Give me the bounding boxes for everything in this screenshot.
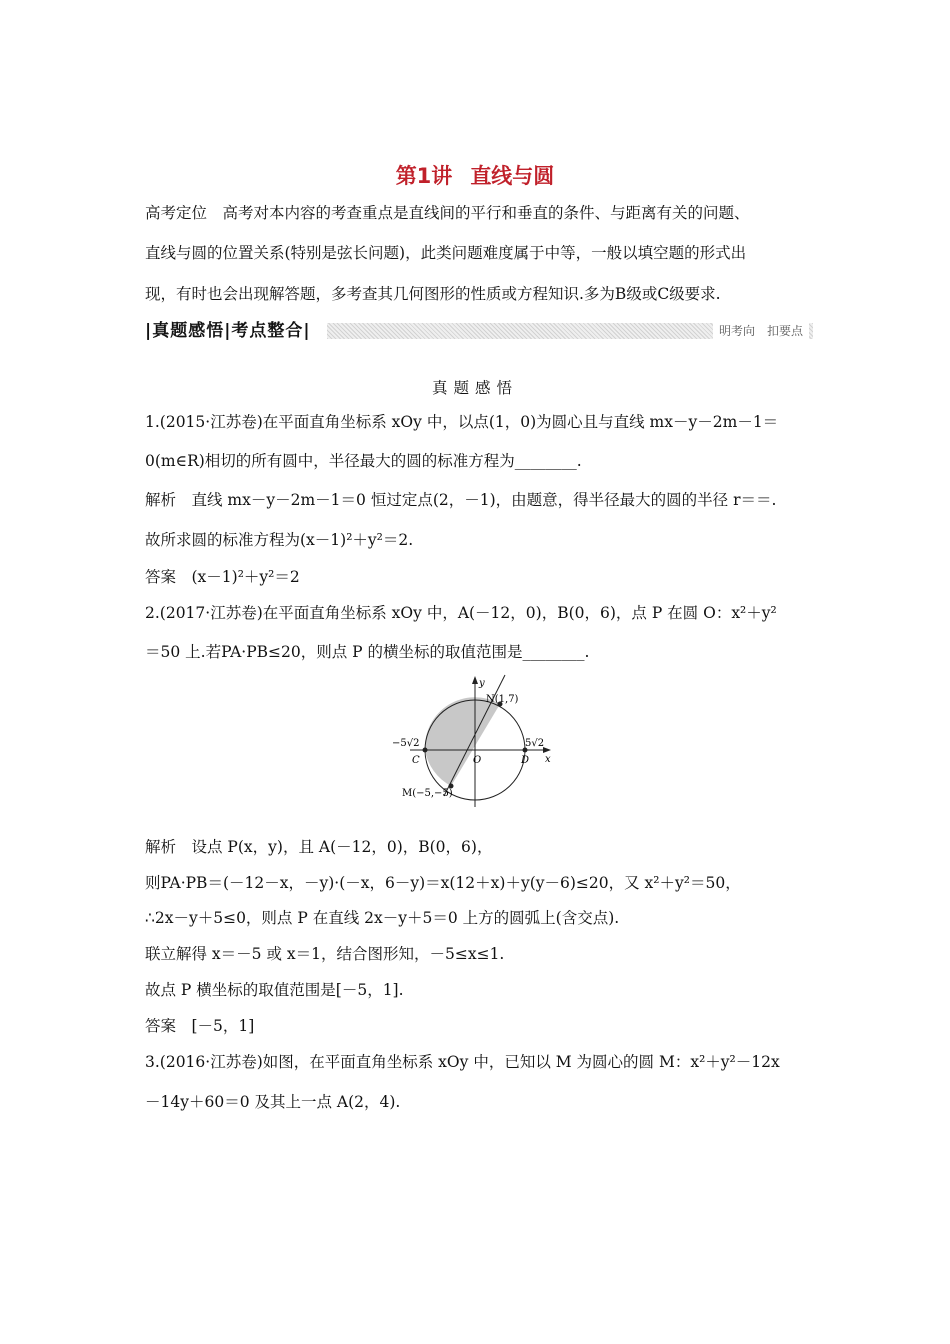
m-label: M(−5,−5) [402,788,453,799]
lecture-topic: 直线与圆 [470,164,555,188]
intro-line-3: 现，有时也会出现解答题，多考查其几何图形的性质或方程知识.多为B级或C级要求. [145,285,721,303]
q3-line-1: 3.(2016·江苏卷)如图，在平面直角坐标系 xOy 中，已知以 M 为圆心的圆 M：x²＋y²－12x [145,1053,780,1071]
q2-line-2: ＝50 上.若PA·PB≤20，则点 P 的横坐标的取值范围是________. [145,643,590,661]
banner-label: |真题感悟|考点整合| [145,318,317,344]
intro-line-2: 直线与圆的位置关系(特别是弦长问题)，此类问题难度属于中等，一般以填空题的形式出 [145,244,747,262]
circle-figure [380,672,560,807]
q2-solution-line-4: 联立解得 x＝－5 或 x＝1，结合图形知，－5≤x≤1. [145,945,505,963]
o-label: O [473,755,482,766]
q1-answer: 答案 (x－1)²＋y²＝2 [145,568,300,586]
y-label: y [479,678,485,689]
y-axis-arrow [472,676,478,684]
q2-answer: 答案 [－5，1] [145,1017,255,1035]
x-axis-arrow [543,747,551,753]
q2-solution-line-3: ∴2x－y＋5≤0，则点 P 在直线 2x－y＋5＝0 上方的圆弧上(含交点). [145,909,620,927]
q2-solution-line-1: 解析 设点 P(x，y)，且 A(－12，0)，B(0，6)， [145,838,493,856]
q1-line-1: 1.(2015·江苏卷)在平面直角坐标系 xOy 中，以点(1，0)为圆心且与直线 mx－y－2m－1＝ [145,413,779,431]
banner-subtitle: 明考向 扣要点 [713,318,809,344]
x-label: x [545,754,551,765]
intro-line-1: 高考定位 高考对本内容的考查重点是直线间的平行和垂直的条件、与距离有关的问题、 [145,204,750,222]
q2-solution-line-5: 故点 P 横坐标的取值范围是[－5，1]. [145,981,404,999]
c-label: C [412,755,420,766]
q1-solution-line-1: 解析 直线 mx－y－2m－1＝0 恒过定点(2，－1)，由题意，得半径最大的圆的半径 r＝＝. [145,491,777,509]
left-intercept-label: −5√2 [392,738,420,749]
section-banner [145,318,813,344]
d-label: D [521,755,530,766]
q1-solution-line-2: 故所求圆的标准方程为(x－1)²＋y²＝2. [145,531,414,549]
q1-line-2: 0(m∈R)相切的所有圆中，半径最大的圆的标准方程为________. [145,452,582,470]
n-label: N(1,7) [486,694,519,705]
q2-solution-line-2: 则PA·PB＝(－12－x，－y)·(－x，6－y)＝x(12＋x)＋y(y－6)≤20，又 x²＋y²＝50， [145,874,741,892]
right-intercept-label: 5√2 [525,738,545,749]
section-title: 真题感悟 [431,379,518,397]
q2-line-1: 2.(2017·江苏卷)在平面直角坐标系 xOy 中，A(－12，0)，B(0，6)，点 P 在圆 O：x²＋y² [145,604,777,622]
point-c [423,748,428,753]
lecture-number: 第1讲 [395,164,453,188]
shaded-region [425,697,500,786]
q3-line-2: －14y＋60＝0 及其上一点 A(2，4). [145,1093,401,1111]
page-title [0,160,950,190]
